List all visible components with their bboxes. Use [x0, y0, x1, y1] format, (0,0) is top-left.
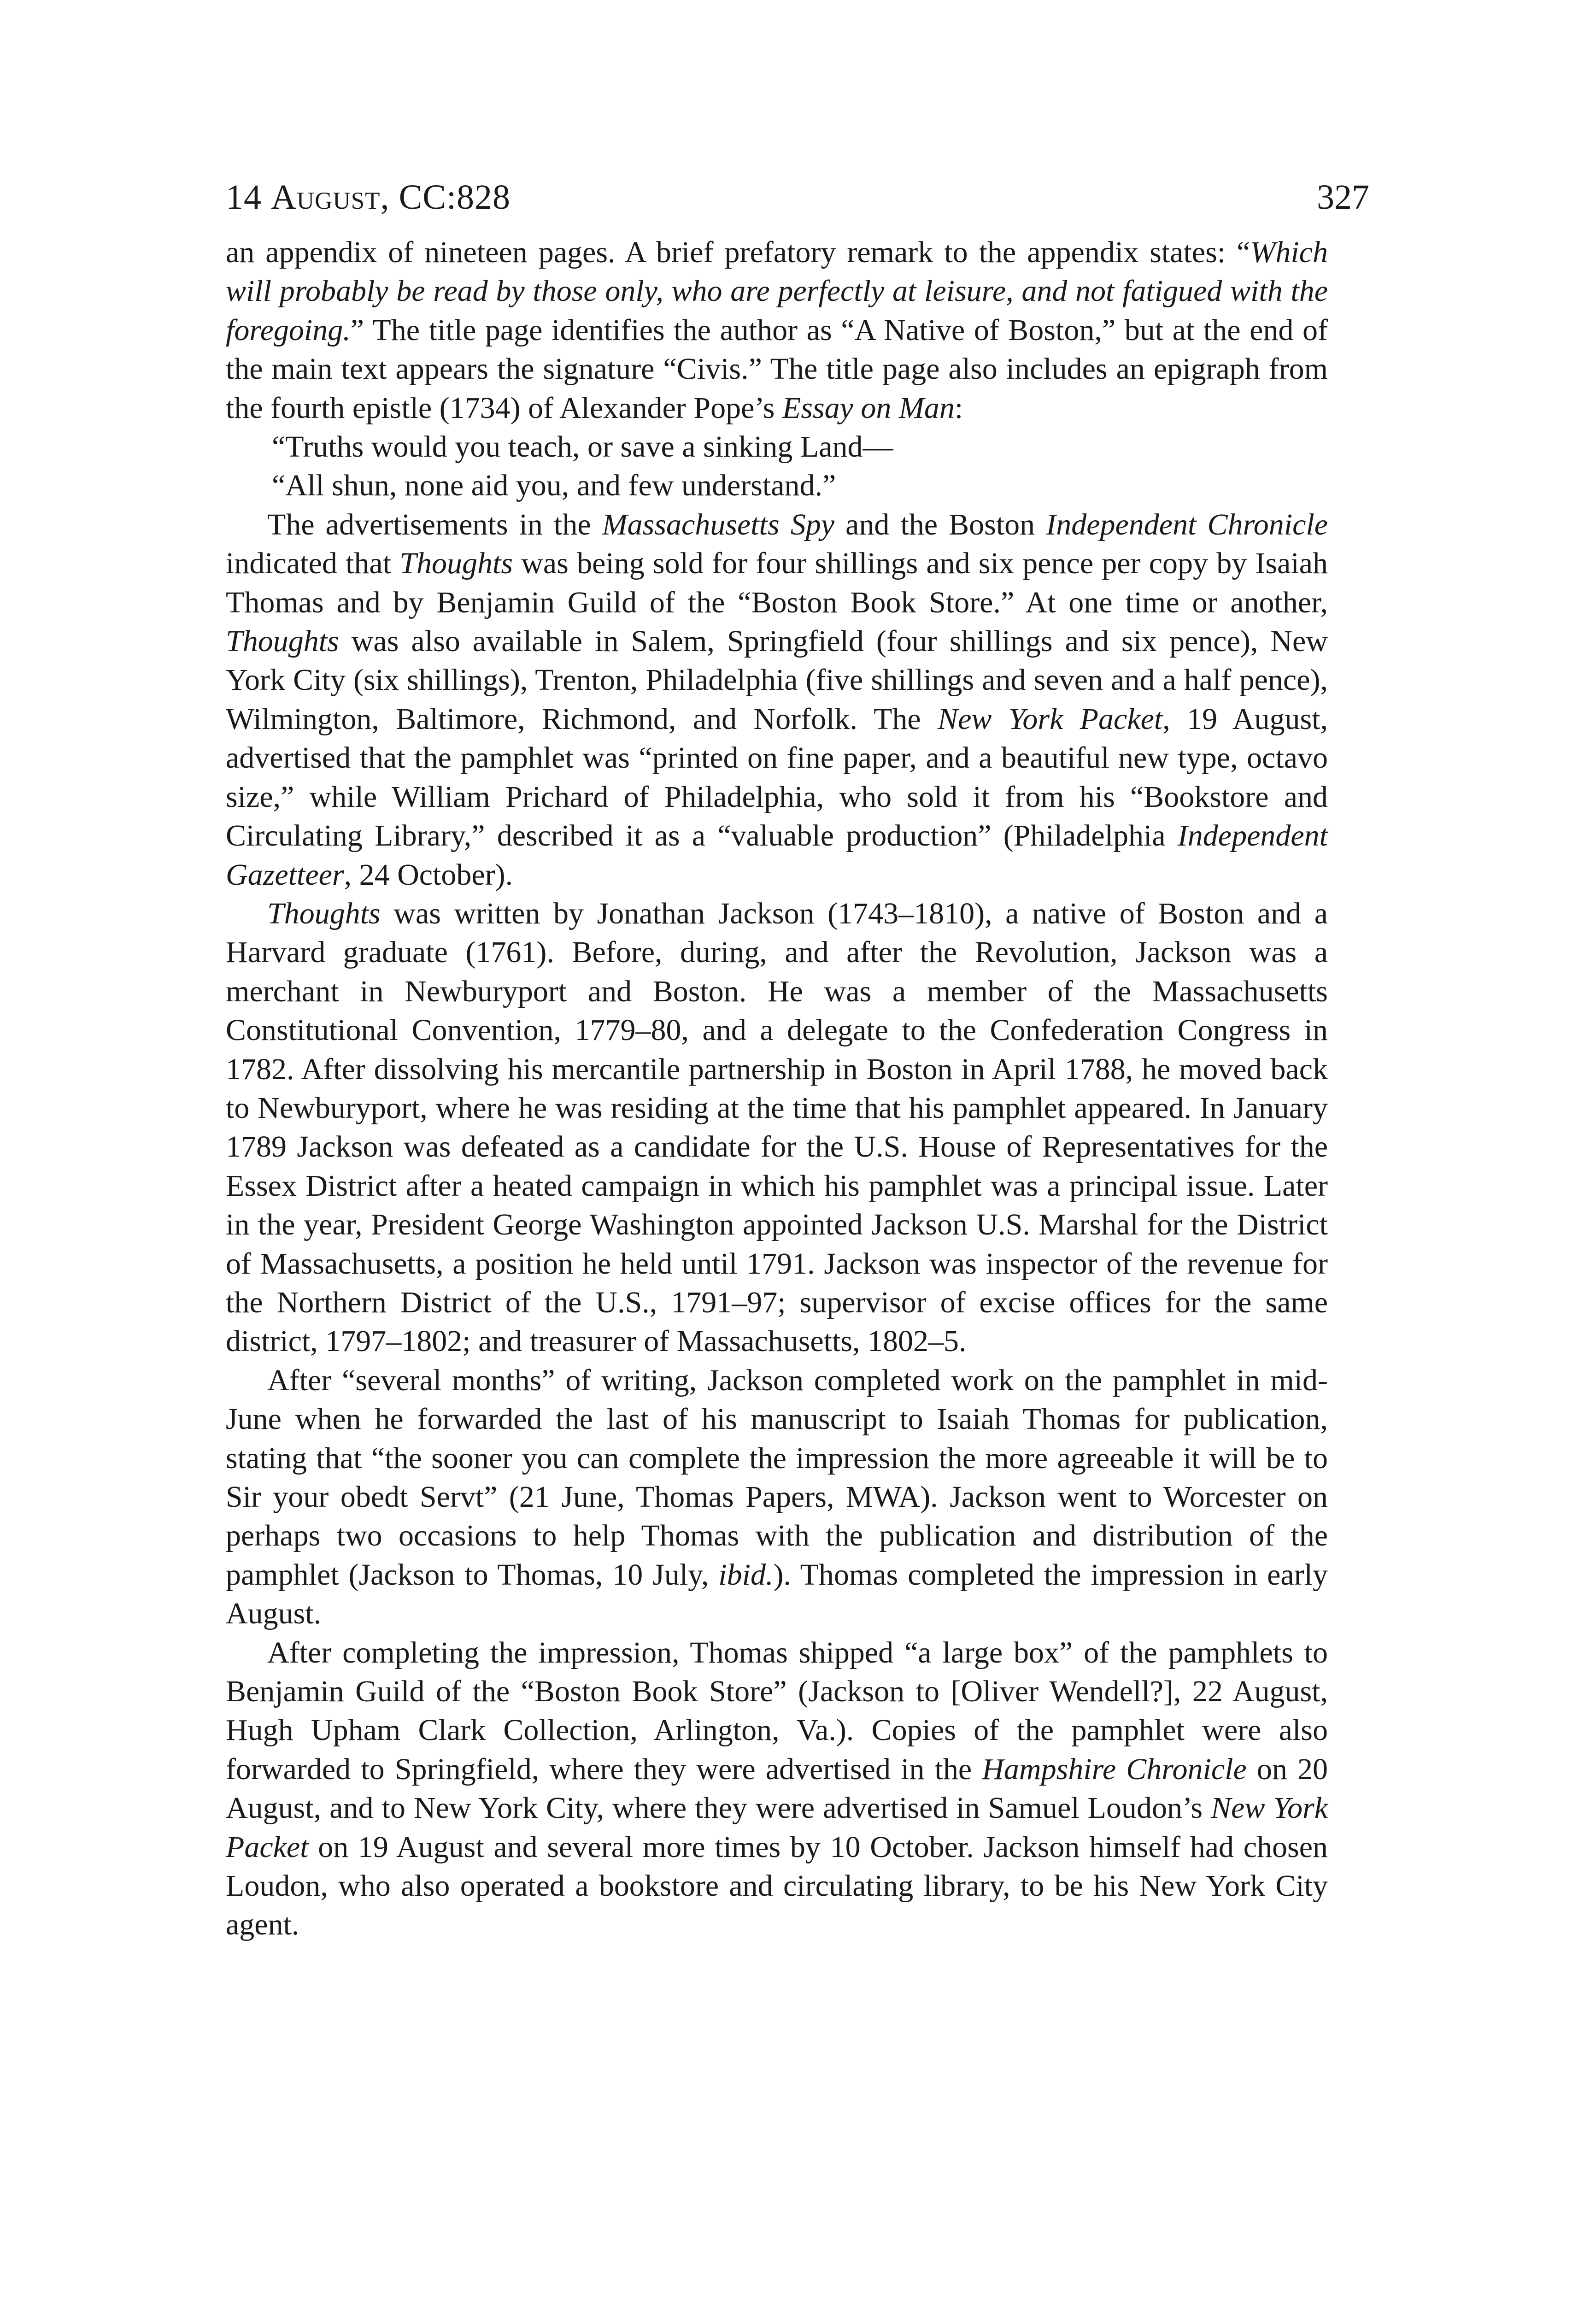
- paragraph-distribution: [226, 1634, 1328, 1945]
- paragraph-advertisements: [226, 505, 1328, 894]
- citation-ibid: ibid.: [718, 1558, 774, 1592]
- text-run: indicated that: [226, 547, 400, 581]
- running-head-month: August: [271, 178, 381, 217]
- text-run: After “several months” of writing, Jackson completed work on the pamphlet in mid-June when he forwarded the last of his manuscript to Isaiah Thomas for publication, stating that “the sooner you can complete the impression the more agreeable it will be to Sir your obedt Servt” (21 June, Thomas Papers, MWA). Jackson went to Worcester on perhaps two occasions to help Thomas with the publication and distribution of the pamphlet (Jackson to Thomas, 10 July,: [226, 1363, 1328, 1592]
- text-run: on 19 August and several more times by 10 October. Jackson himself had chosen Loudon, who also operated a bookstore and circulating library, to be his New York City agent.: [226, 1830, 1328, 1942]
- pamphlet-title: Thoughts: [399, 547, 513, 581]
- newspaper-title: Independent Gazetteer: [226, 819, 1328, 892]
- epigraph-line-1: “Truths would you teach, or save a sinking Land—: [272, 430, 893, 464]
- running-head-number: 14: [226, 178, 271, 217]
- text-run: :: [954, 391, 963, 425]
- paragraph-author: [226, 894, 1328, 1361]
- text-run: was written by Jonathan Jackson (1743–1810), a native of Boston and a Harvard graduate (1761). Before, during, and after the Revolution, Jackson was a merchant in Newburyport and Boston. He was a member of the Massachusetts Constitutional Convention, 1779–80, and a delegate to the Confederation Congress in 1782. After dissolving his mercantile partnership in Boston in April 1788, he moved back to Newburyport, where he was residing at the time that his pamphlet appeared. In January 1789 Jackson was defeated as a candidate for the U.S. House of Representatives for the Essex District after a heated campaign in which his pamphlet was a principal issue. Later in the year, President George Washington appointed Jackson U.S. Marshal for the District of Massachusetts, a position he held until 1791. Jackson was inspector of the revenue for the Northern District of the U.S., 1791–97; supervisor of excise offices for the same district, 1797–1802; and treasurer of Massachusetts, 1802–5.: [226, 896, 1328, 1358]
- newspaper-title: Independent Chronicle: [1046, 507, 1328, 541]
- newspaper-title: New York Packet: [226, 1791, 1328, 1864]
- newspaper-title: New York Packet: [938, 702, 1163, 736]
- text-run: , 24 October).: [344, 858, 513, 892]
- page-number: 327: [1317, 178, 1369, 217]
- newspaper-title: Massachusetts Spy: [602, 507, 835, 541]
- pamphlet-title: Thoughts: [267, 896, 381, 930]
- running-head-document: , CC:828: [380, 178, 511, 217]
- text-run: and the Boston: [834, 507, 1046, 541]
- text-run: an appendix of nineteen pages. A brief prefatory remark to the appendix states: “: [226, 235, 1250, 269]
- appendix-quote: Which will probably be read by those only, who are perfectly at leisure, and not fatigued with the foregoing.: [226, 235, 1328, 347]
- text-run: After completing the impression, Thomas shipped “a large box” of the pamphlets to Benjamin Guild of the “Boston Book Store” (Jackson to [Oliver Wendell?], 22 August, Hugh Upham Clark Collection, Arlington, Va.). Copies of the pamphlet were also forwarded to Springfield, where they were advertised in the: [226, 1635, 1328, 1786]
- text-run: was also available in Salem, Springfield (four shillings and six pence), New York City (six shillings), Trenton, Philadelphia (five shillings and seven and a half pence), Wilmington, Baltimore, Richmond, and Norfolk. The: [226, 624, 1328, 736]
- epigraph: [272, 428, 1328, 505]
- text-run: The advertisements in the: [267, 507, 602, 541]
- paragraph-appendix: [226, 233, 1328, 428]
- body-text: [226, 233, 1328, 1945]
- text-run: ). Thomas completed the impression in early August.: [226, 1558, 1328, 1631]
- epigraph-line-2: “All shun, none aid you, and few understand.”: [272, 469, 836, 503]
- pamphlet-title: Thoughts: [226, 624, 339, 658]
- text-run: was being sold for four shillings and six pence per copy by Isaiah Thomas and by Benjamin Guild of the “Boston Book Store.” At one time or another,: [226, 547, 1328, 619]
- page-header: [226, 174, 1369, 220]
- text-run: on 20 August, and to New York City, where they were advertised in Samuel Loudon’s: [226, 1752, 1328, 1825]
- work-title: Essay on Man: [782, 391, 955, 425]
- text-run: ” The title page identifies the author as “A Native of Boston,” but at the end of the main text appears the signature “Civis.” The title page also includes an epigraph from the fourth epistle (1734) of Alexander Pope’s: [226, 313, 1328, 425]
- running-head: [226, 174, 510, 220]
- paragraph-writing: [226, 1361, 1328, 1634]
- newspaper-title: Hampshire Chronicle: [982, 1752, 1247, 1786]
- text-run: , 19 August, advertised that the pamphlet was “printed on fine paper, and a beautiful new type, octavo size,” while William Prichard of Philadelphia, who sold it from his “Bookstore and Circulating Library,” described it as a “valuable production” (Philadelphia: [226, 702, 1328, 853]
